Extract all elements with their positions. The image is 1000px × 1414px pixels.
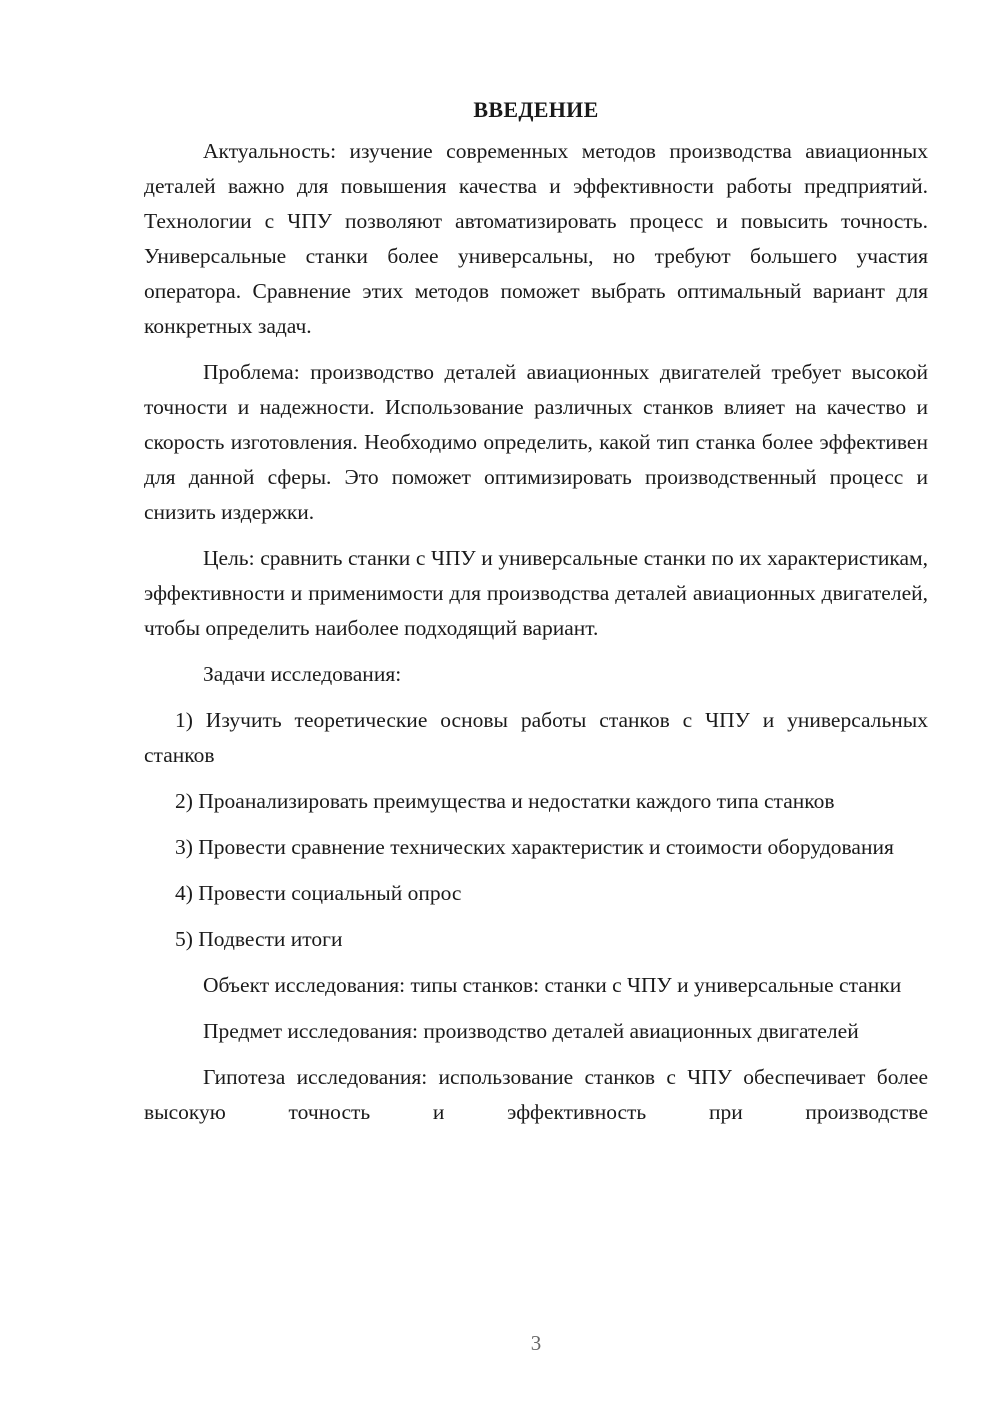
relevance-paragraph: Актуальность: изучение современных методов производства авиационных деталей важно для повышения качества и эффективности работы предприятий. Технологии с ЧПУ позволяют автоматизировать процесс и повысить точность. Универсальные станки более универсальны, но требуют большего участия оператора. Сравнение этих методов поможет выбрать оптимальный вариант для конкретных задач. [144, 139, 928, 338]
task-item-3: 3) Провести сравнение технических характеристик и стоимости оборудования [175, 835, 894, 859]
problem-paragraph: Проблема: производство деталей авиационных двигателей требует высокой точности и надежности. Использование различных станков влияет на качество и скорость изготовления. Необходимо определить, какой тип станка более эффективен для данной сферы. Это поможет оптимизировать производственный процесс и снизить издержки. [144, 360, 928, 524]
page-number: 3 [530, 1331, 542, 1355]
tasks-heading: Задачи исследования: [203, 662, 402, 686]
section-title: ВВЕДЕНИЕ [473, 97, 599, 122]
tasks-list [144, 703, 928, 957]
goal-paragraph: Цель: сравнить станки с ЧПУ и универсальные станки по их характеристикам, эффективности и применимости для производства деталей авиационных двигателей, чтобы определить наиболее подходящий вариант. [144, 546, 928, 640]
subject-paragraph: Предмет исследования: производство деталей авиационных двигателей [203, 1019, 859, 1043]
hypothesis-paragraph: Гипотеза исследования: использование станков с ЧПУ обеспечивает более высокую точность и эффективность при производстве [144, 1065, 928, 1124]
task-item-5: 5) Подвести итоги [175, 927, 343, 951]
document-page [144, 92, 928, 1141]
task-item-1: 1) Изучить теоретические основы работы станков с ЧПУ и универсальных станков [144, 708, 928, 767]
object-paragraph: Объект исследования: типы станков: станки с ЧПУ и универсальные станки [203, 973, 902, 997]
task-item-2: 2) Проанализировать преимущества и недостатки каждого типа станков [175, 789, 835, 813]
task-item-4: 4) Провести социальный опрос [175, 881, 462, 905]
